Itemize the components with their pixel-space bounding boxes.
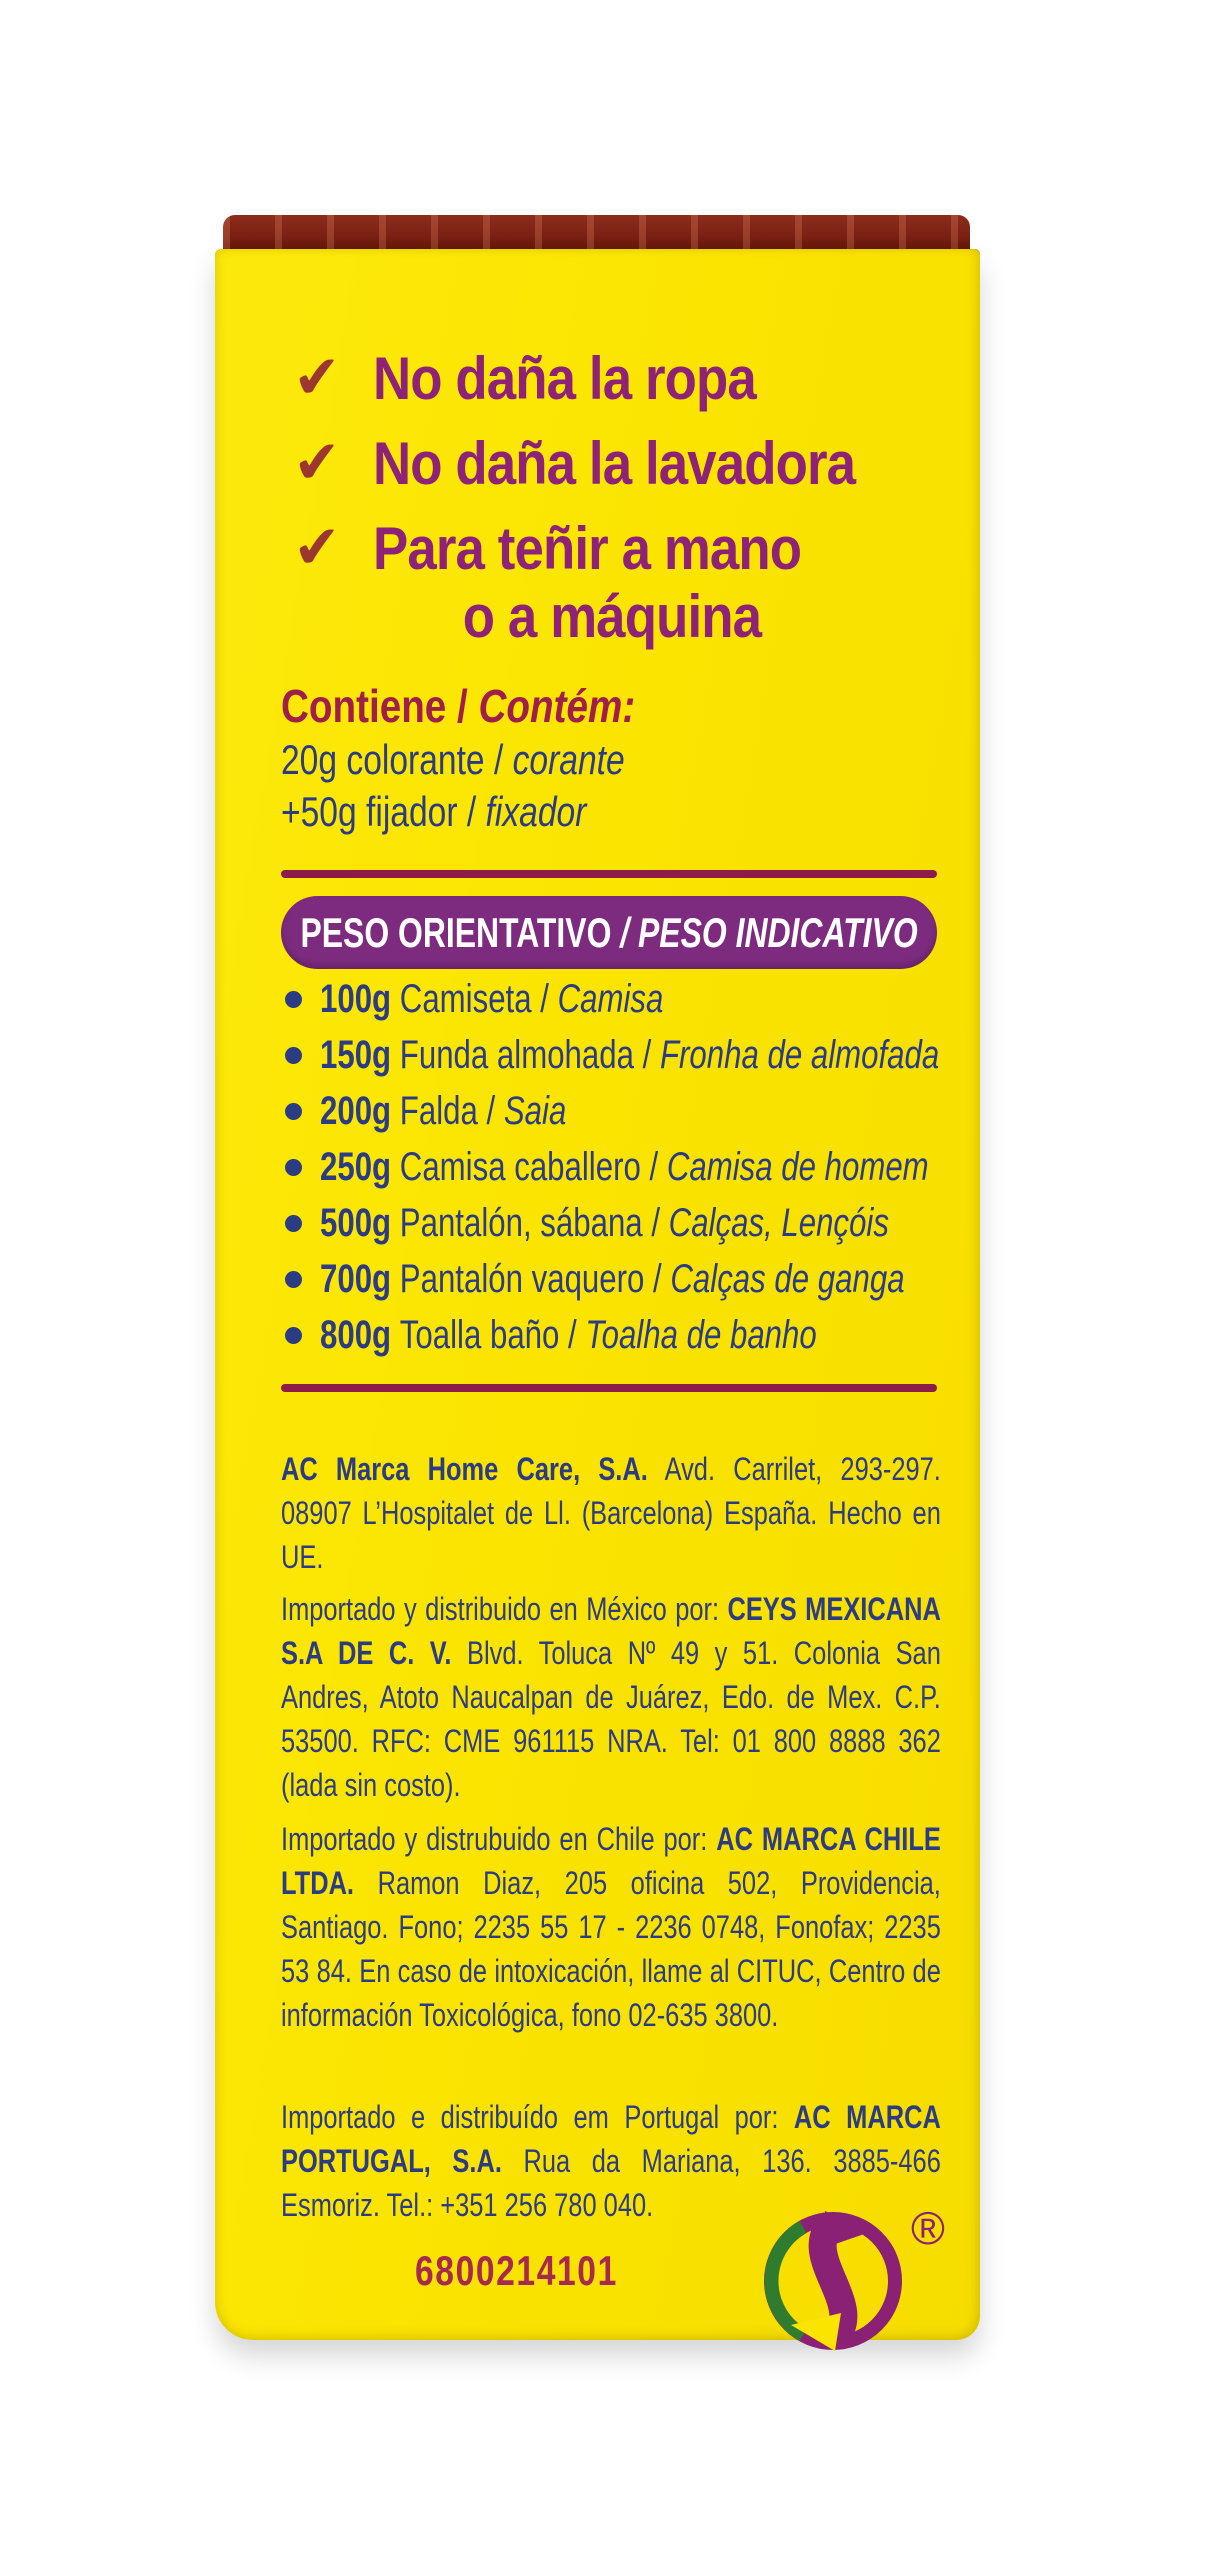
contents-section: [281, 678, 711, 838]
box-top-flap: [223, 215, 970, 252]
weight-item: [285, 1195, 1114, 1251]
weight-item-text: 200g Falda / Saia: [320, 1088, 567, 1133]
weight-item: [285, 1307, 1114, 1363]
contents-heading: Contiene / Contém:: [281, 680, 636, 732]
section-divider: [281, 1384, 937, 1392]
weight-item-text: 700g Pantalón vaquero / Calças de ganga: [320, 1256, 905, 1301]
green-dot-icon: [763, 2211, 903, 2351]
bullet-icon: [285, 1103, 302, 1120]
claim-text: No daña la lavadora: [373, 430, 856, 497]
weight-item-text: 500g Pantalón, sábana / Calças, Lençóis: [320, 1200, 889, 1245]
weight-item-text: 150g Funda almohada / Fronha de almofada: [320, 1032, 940, 1077]
address-importer-mexico: Importado y distribuido en México por: CEYS MEXICANA S.A DE C. V. Blvd. Toluca Nº 49 y 51. Colonia San Andres, Atoto Naucalpan de Juárez, Edo. de Mex. C.P. 53500. RFC: CME 961115 NRA. Tel: 01 800 8888 362 (lada sin costo).: [281, 1591, 941, 1803]
contents-line: 20g colorante / corante: [281, 736, 625, 783]
product-box: [215, 215, 980, 2340]
claim-item: [290, 343, 921, 413]
check-icon: ✔: [290, 343, 344, 412]
bullet-icon: [285, 1327, 302, 1344]
bullet-icon: [285, 1047, 302, 1064]
claim-text: No daña la ropa: [373, 345, 756, 412]
weight-item: [285, 971, 1114, 1027]
claim-item: [290, 428, 921, 498]
claim-text: Para teñir a mano: [373, 515, 802, 582]
weight-banner: [281, 896, 937, 969]
weight-item-text: 250g Camisa caballero / Camisa de homem: [320, 1144, 929, 1189]
weight-item: [285, 1139, 1114, 1195]
address-importer-portugal: Importado e distribuído em Portugal por: AC MARCA PORTUGAL, S.A. Rua da Mariana, 136. 3885-466 Esmoriz. Tel.: +351 256 780 040.: [281, 2099, 941, 2223]
address-importer-chile: Importado y distrubuido en Chile por: AC MARCA CHILE LTDA. Ramon Diaz, 205 oficina 502, Providencia, Santiago. Fono; 2235 55 17 - 2236 0748, Fonofax; 2235 53 84. En caso de intoxicación, llame al CITUC, Centro de información Toxicológica, fono 02-635 3800.: [281, 1821, 941, 2033]
weight-banner-text: PESO ORIENTATIVO / PESO INDICATIVO: [300, 908, 918, 956]
registered-trademark-icon: ®: [911, 2202, 945, 2254]
address-manufacturer: AC Marca Home Care, S.A. Avd. Carrilet, 293-297. 08907 L’Hospitalet de Ll. (Barcelona) España. Hecho en UE.: [281, 1451, 941, 1575]
weight-item: [285, 1027, 1114, 1083]
weight-item-text: 800g Toalla baño / Toalha de banho: [320, 1312, 817, 1357]
weight-item-text: 100g Camiseta / Camisa: [320, 976, 664, 1021]
claim-text-line2: o a máquina: [462, 583, 762, 650]
weight-item: [285, 1083, 1114, 1139]
box-front-panel: [215, 249, 980, 2340]
bullet-icon: [285, 991, 302, 1008]
contents-line: +50g fijador / fixador: [281, 788, 587, 835]
bullet-icon: [285, 1271, 302, 1288]
weight-list: [285, 971, 1114, 1363]
check-icon: ✔: [290, 513, 344, 582]
section-divider: [281, 870, 937, 878]
claims-list: [290, 343, 921, 668]
check-icon: ✔: [290, 428, 344, 497]
claim-item: [290, 513, 921, 651]
bullet-icon: [285, 1159, 302, 1176]
bullet-icon: [285, 1215, 302, 1232]
product-code: 6800214101: [415, 2247, 618, 2294]
weight-item: [285, 1251, 1114, 1307]
